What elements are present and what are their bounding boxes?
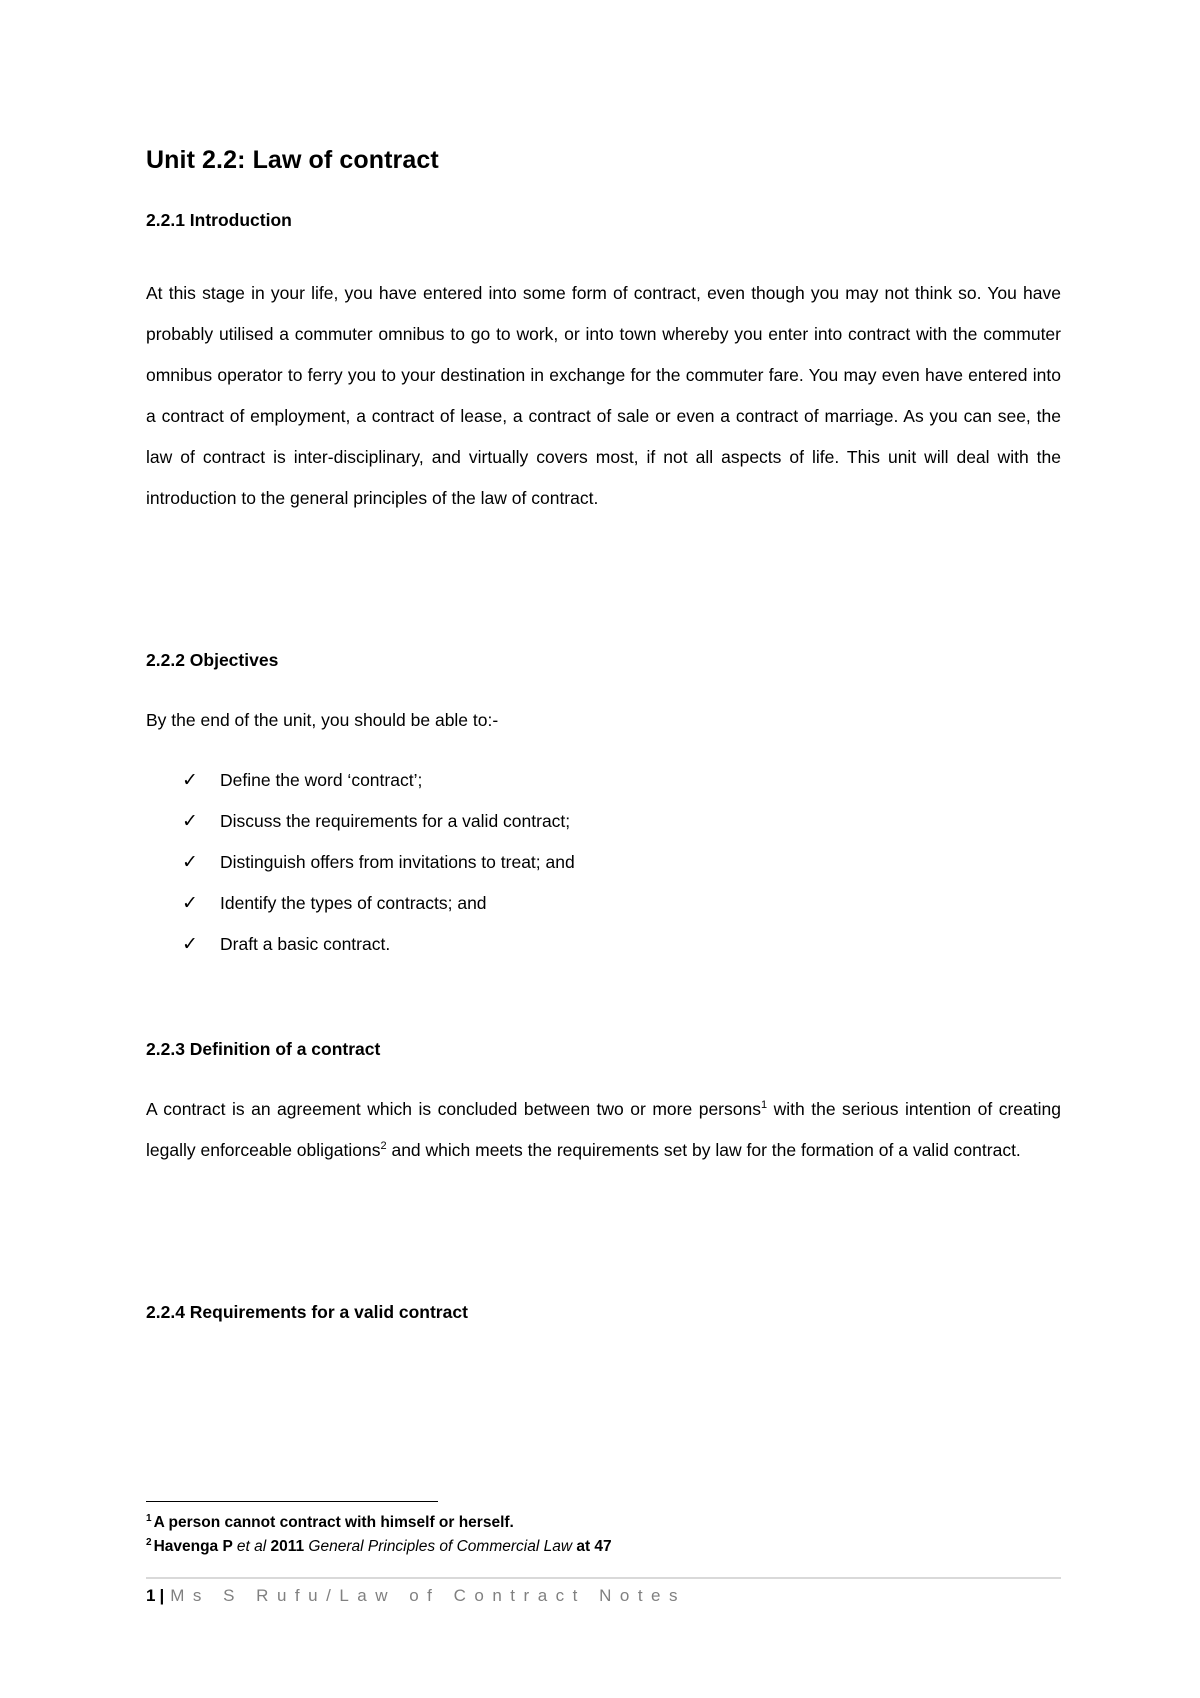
footnote-book-title: General Principles of Commercial Law — [308, 1538, 573, 1555]
page-footer — [146, 1584, 686, 1608]
introduction-paragraph: At this stage in your life, you have entered into some form of contract, even though you may not think so. You have probably utilised a commuter omnibus to go to work, or into town whereby you enter into contract with the commuter omnibus operator to ferry you to your destination in exchange for the commuter fare. You may even have entered into a contract of employment, a contract of lease, a contract of sale or even a contract of marriage. As you can see, the law of contract is inter-disciplinary, and virtually covers most, if not all aspects of life. This unit will deal with the introduction to the general principles of the law of contract. — [146, 283, 1061, 508]
objective-item — [146, 924, 575, 965]
footnote-separator — [146, 1501, 438, 1502]
footnotes — [146, 1511, 612, 1559]
footnote-1 — [146, 1511, 612, 1535]
objectives-list — [146, 760, 575, 965]
footnote-number: 1 — [146, 1512, 152, 1524]
objective-text: Discuss the requirements for a valid contract; — [220, 811, 571, 831]
footnote-text: Havenga P — [153, 1538, 237, 1555]
objective-item — [146, 883, 575, 924]
checkmark-icon: ✓ — [182, 933, 198, 955]
objective-text: Define the word ‘contract’; — [220, 770, 423, 790]
checkmark-icon: ✓ — [182, 769, 198, 791]
footer-separator: | — [159, 1586, 165, 1605]
footnote-reference-1[interactable]: 1 — [760, 1099, 768, 1112]
definition-text-part: with the serious intention of creating legally enforceable obligations — [146, 1099, 1061, 1160]
objective-item — [146, 760, 575, 801]
footnote-2 — [146, 1535, 612, 1559]
footnote-text: 2011 — [266, 1538, 309, 1555]
definition-text-part: and which meets the requirements set by law for the formation of a valid contract. — [386, 1140, 1021, 1160]
checkmark-icon: ✓ — [182, 810, 198, 832]
checkmark-icon: ✓ — [182, 892, 198, 914]
footnote-text: at 47 — [572, 1538, 612, 1555]
unit-title: Unit 2.2: Law of contract — [146, 146, 439, 174]
objective-text: Draft a basic contract. — [220, 934, 391, 954]
footnote-number: 2 — [146, 1536, 152, 1548]
footnote-reference-2[interactable]: 2 — [380, 1140, 387, 1153]
footnote-italic-text: et al — [236, 1538, 267, 1555]
footer-divider — [146, 1577, 1061, 1579]
checkmark-icon: ✓ — [182, 851, 198, 873]
definition-text-part: A contract is an agreement which is concluded between two or more persons — [146, 1099, 761, 1119]
definition-paragraph — [146, 1089, 1061, 1171]
section-heading-objectives: 2.2.2 Objectives — [146, 650, 279, 670]
objective-item — [146, 801, 575, 842]
objective-text: Distinguish offers from invitations to treat; and — [220, 852, 575, 872]
section-heading-definition: 2.2.3 Definition of a contract — [146, 1039, 381, 1059]
footnote-text: A person cannot contract with himself or herself. — [153, 1514, 514, 1531]
footer-text: Ms S Rufu/Law of Contract Notes — [170, 1586, 687, 1605]
section-heading-requirements: 2.2.4 Requirements for a valid contract — [146, 1302, 468, 1322]
objective-item — [146, 842, 575, 883]
section-heading-introduction: 2.2.1 Introduction — [146, 210, 292, 230]
objectives-lead-in: By the end of the unit, you should be able to:- — [146, 710, 499, 730]
page-number: 1 — [146, 1586, 156, 1605]
objective-text: Identify the types of contracts; and — [220, 893, 487, 913]
